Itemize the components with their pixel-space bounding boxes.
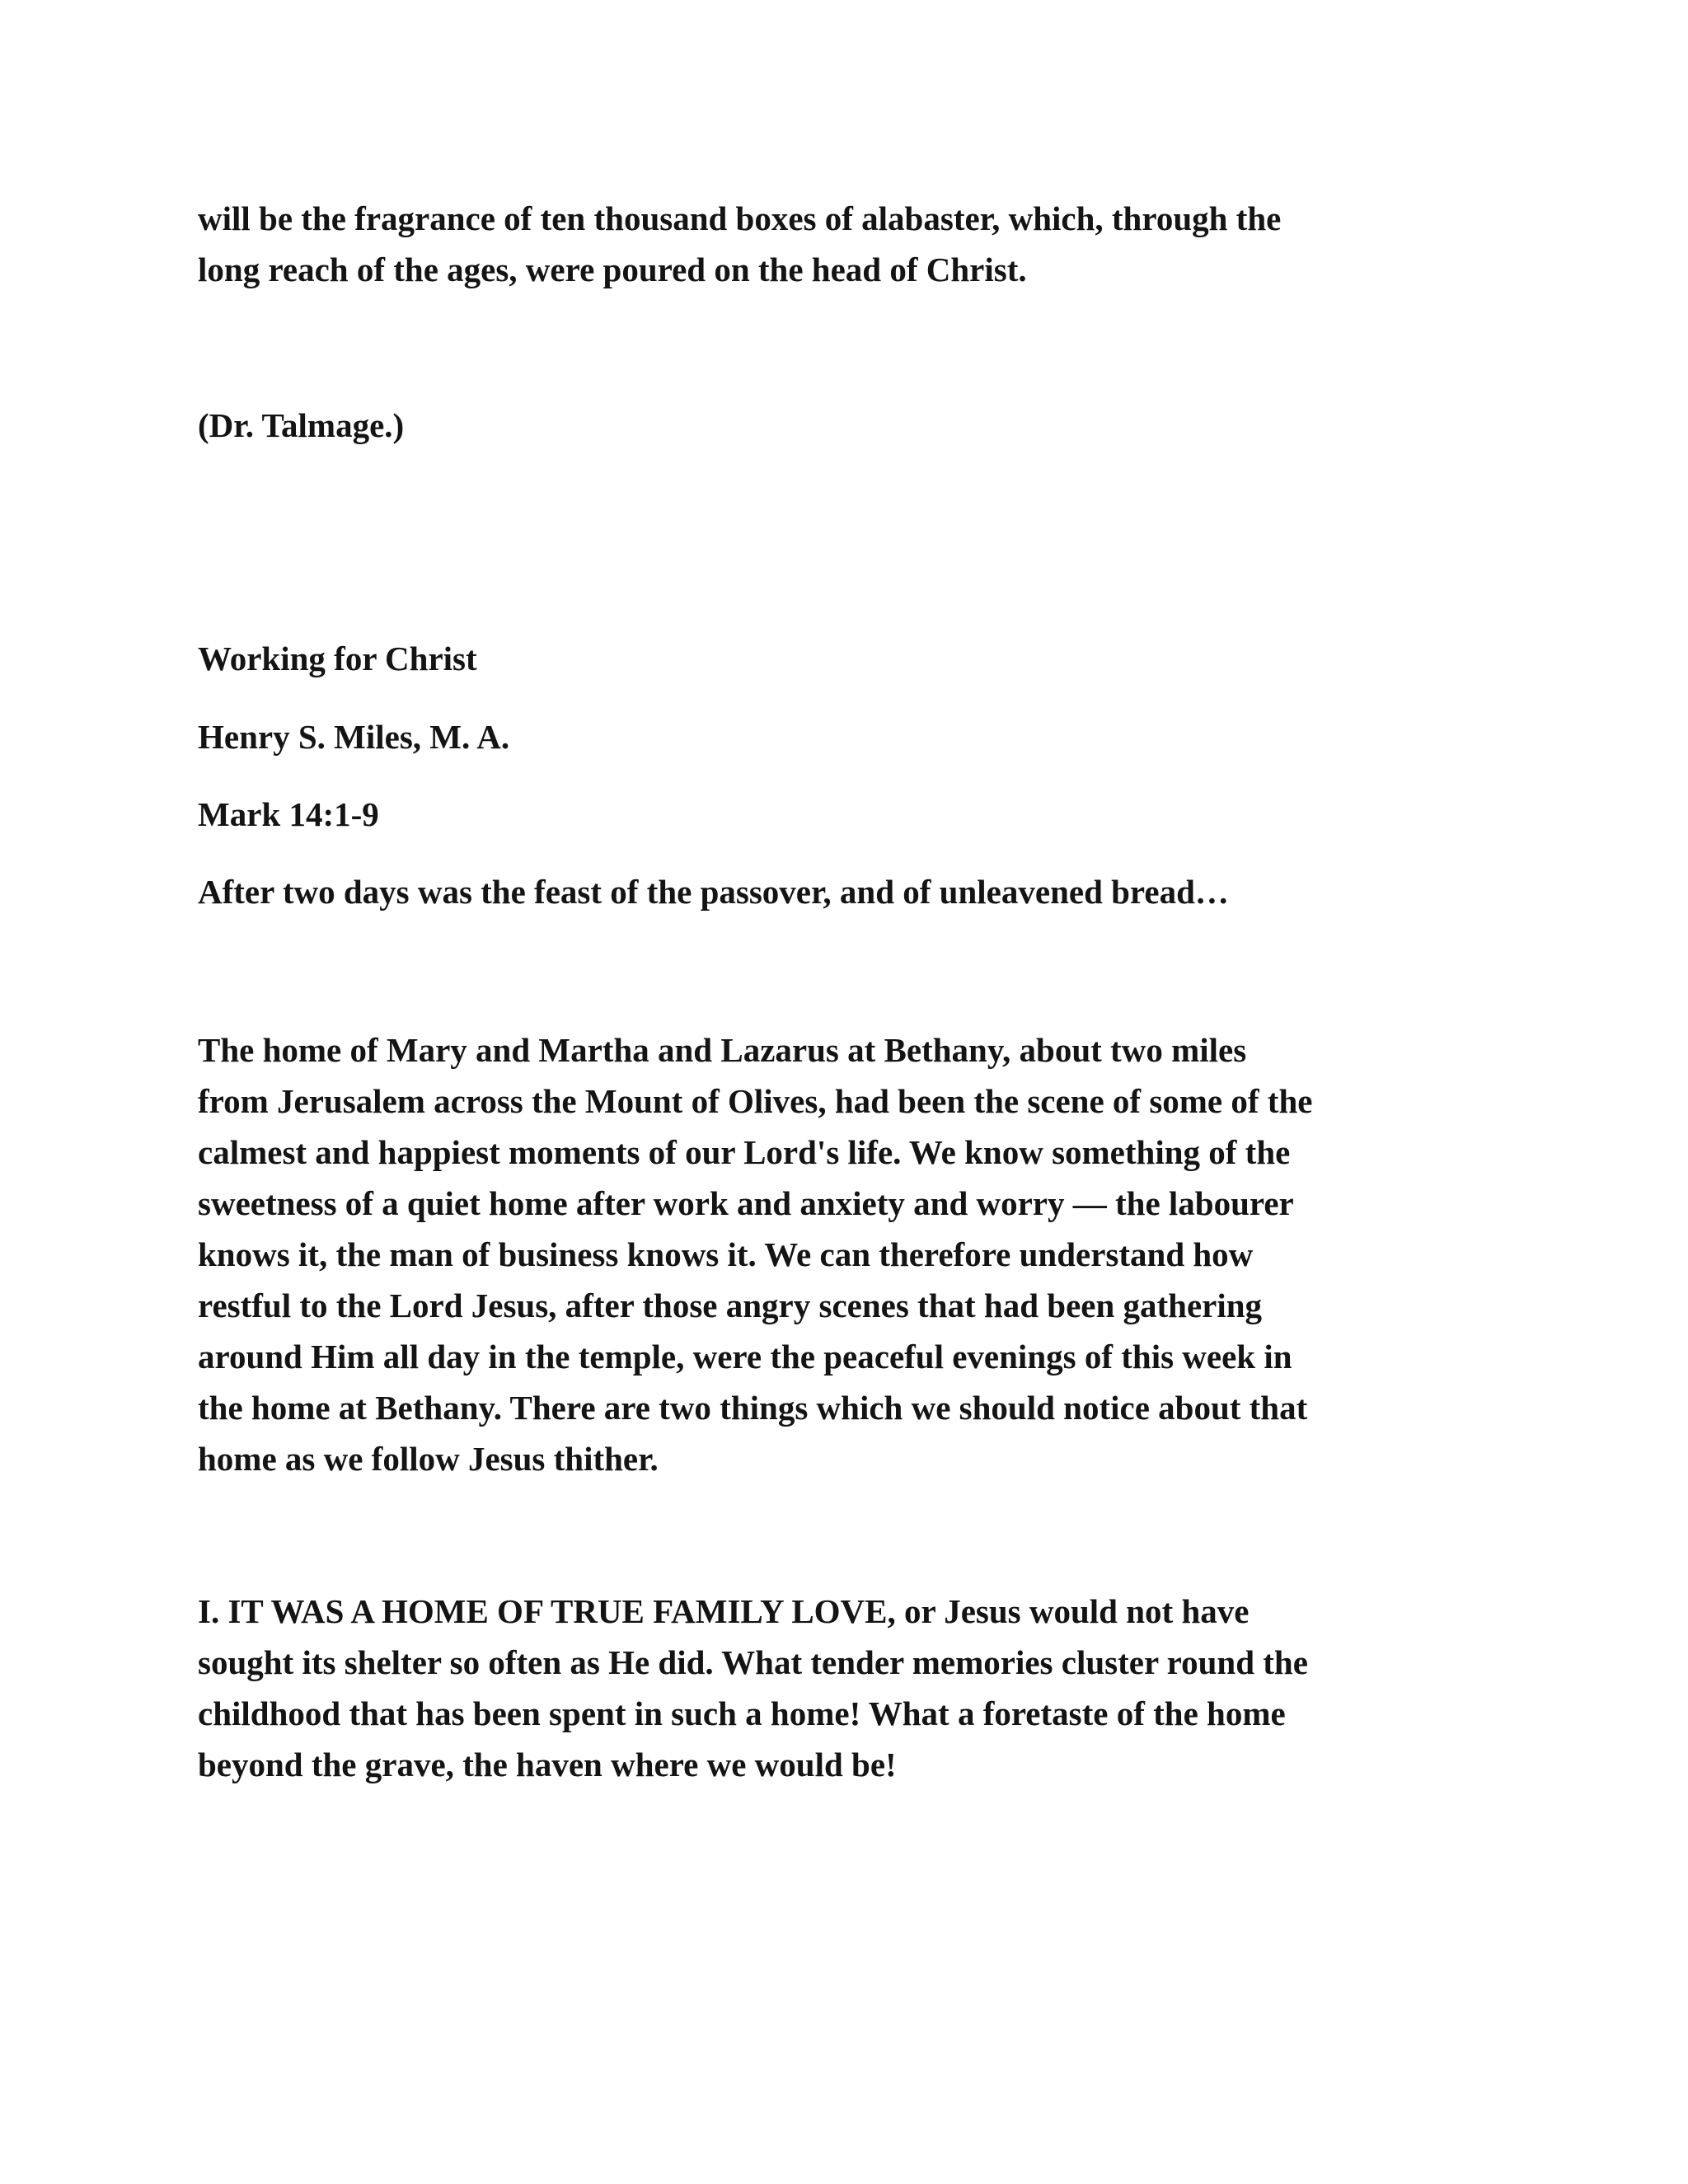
text-line: will be the fragrance of ten thousand boxes of alabaster, which, through the (198, 199, 1282, 237)
text-line: childhood that has been spent in such a home! What a foretaste of the home (198, 1694, 1286, 1732)
scripture-reference: Mark 14:1-9 (198, 795, 379, 833)
text-line: beyond the grave, the haven where we would be! (198, 1746, 897, 1783)
continuation-paragraph (198, 193, 1500, 295)
text-line: the home at Bethany. There are two things which we should notice about that (198, 1389, 1308, 1427)
body-paragraph-2 (198, 1586, 1500, 1790)
text-line: around Him all day in the temple, were the peaceful evenings of this week in (198, 1338, 1292, 1376)
author-line: Henry S. Miles, M. A. (198, 718, 510, 756)
text-line: The home of Mary and Martha and Lazarus at Bethany, about two miles (198, 1031, 1247, 1069)
scripture-text: After two days was the feast of the passover, and of unleavened bread… (198, 873, 1229, 911)
text-line: sweetness of a quiet home after work and anxiety and worry — the labourer (198, 1184, 1294, 1222)
text-line: calmest and happiest moments of our Lord's life. We know something of the (198, 1133, 1291, 1171)
text-line: restful to the Lord Jesus, after those angry scenes that had been gathering (198, 1286, 1263, 1324)
text-line: I. IT WAS A HOME OF TRUE FAMILY LOVE, or Jesus would not have (198, 1592, 1250, 1630)
text-line: knows it, the man of business knows it. We can therefore understand how (198, 1235, 1254, 1273)
text-line: home as we follow Jesus thither. (198, 1440, 659, 1478)
text-line: from Jerusalem across the Mount of Olives, had been the scene of some of the (198, 1082, 1313, 1120)
section-title: Working for Christ (198, 640, 477, 677)
text-line: long reach of the ages, were poured on the head of Christ. (198, 251, 1027, 288)
body-paragraph-1 (198, 1024, 1500, 1484)
attribution: (Dr. Talmage.) (198, 406, 405, 444)
text-line: sought its shelter so often as He did. What tender memories cluster round the (198, 1643, 1308, 1681)
